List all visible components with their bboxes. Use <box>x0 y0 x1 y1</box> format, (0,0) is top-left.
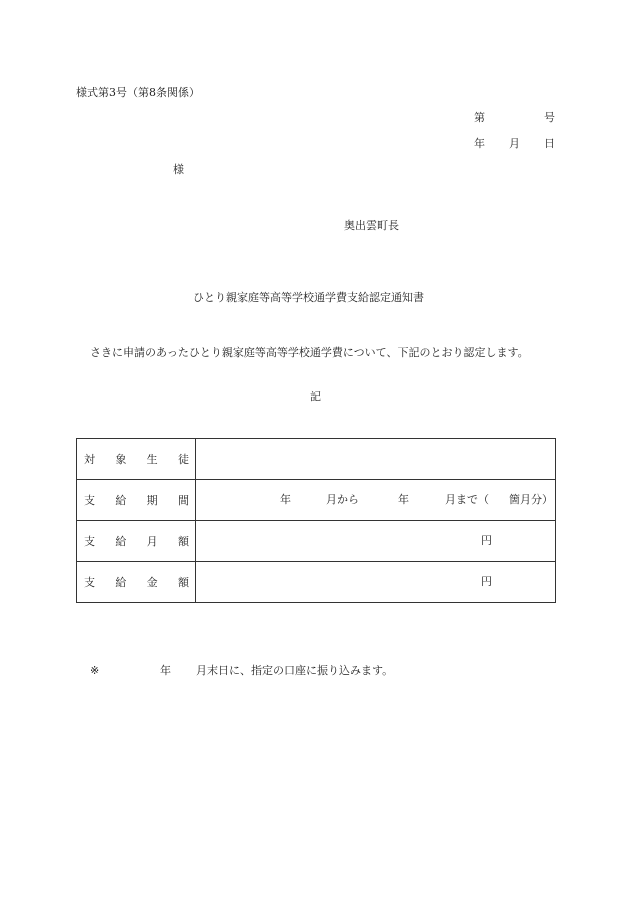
body-text: さきに申請のあったひとり親家庭等高等学校通学費について、下記のとおり認定します。 <box>90 346 529 359</box>
period-months-count: 箇月分） <box>509 493 553 506</box>
label-char: 額 <box>177 535 189 548</box>
note-mark: ※ <box>90 664 100 677</box>
date-year-label: 年 <box>474 137 485 150</box>
document-title: ひとり親家庭等高等学校通学費支給認定通知書 <box>193 291 424 304</box>
label-payment-period <box>77 480 196 521</box>
form-number: 様式第3号（第8条関係） <box>76 86 200 99</box>
label-char: 生 <box>146 453 158 466</box>
value-monthly-amount <box>196 521 556 562</box>
table-row-total-amount <box>77 562 556 603</box>
addressee-suffix: 様 <box>173 163 184 176</box>
date-month-label: 月 <box>509 137 520 150</box>
date-day-label: 日 <box>544 137 555 150</box>
label-char: 月 <box>146 535 158 548</box>
value-total-amount <box>196 562 556 603</box>
label-char: 金 <box>146 576 158 589</box>
monthly-amount-unit: 円 <box>481 534 492 547</box>
value-target-student <box>196 439 556 480</box>
note-text: 月末日に、指定の口座に振り込みます。 <box>196 664 394 677</box>
table-row-student <box>77 439 556 480</box>
value-payment-period <box>196 480 556 521</box>
label-char: 給 <box>115 494 127 507</box>
doc-number-suffix: 号 <box>544 111 555 124</box>
label-char: 象 <box>115 453 127 466</box>
label-char: 間 <box>177 494 189 507</box>
doc-number-prefix: 第 <box>474 111 485 124</box>
label-char: 対 <box>84 453 95 466</box>
period-year-to: 年 <box>398 493 409 506</box>
label-target-student <box>77 439 196 480</box>
label-char: 支 <box>84 535 95 548</box>
label-char: 徒 <box>177 453 189 466</box>
label-monthly-amount <box>77 521 196 562</box>
label-char: 支 <box>84 576 95 589</box>
label-char: 額 <box>177 576 189 589</box>
note-year: 年 <box>160 664 171 677</box>
label-total-amount <box>77 562 196 603</box>
period-month-from: 月から <box>326 493 359 506</box>
period-month-to: 月まで（ <box>445 493 489 506</box>
label-char: 支 <box>84 494 95 507</box>
total-amount-unit: 円 <box>481 575 492 588</box>
period-year-from: 年 <box>280 493 291 506</box>
ki-label: 記 <box>310 390 321 403</box>
issuer-name: 奥出雲町長 <box>344 219 399 232</box>
label-char: 期 <box>146 494 158 507</box>
label-char: 給 <box>115 535 127 548</box>
table-row-monthly-amount <box>77 521 556 562</box>
table-row-period <box>77 480 556 521</box>
label-char: 給 <box>115 576 127 589</box>
certification-table <box>76 438 556 603</box>
